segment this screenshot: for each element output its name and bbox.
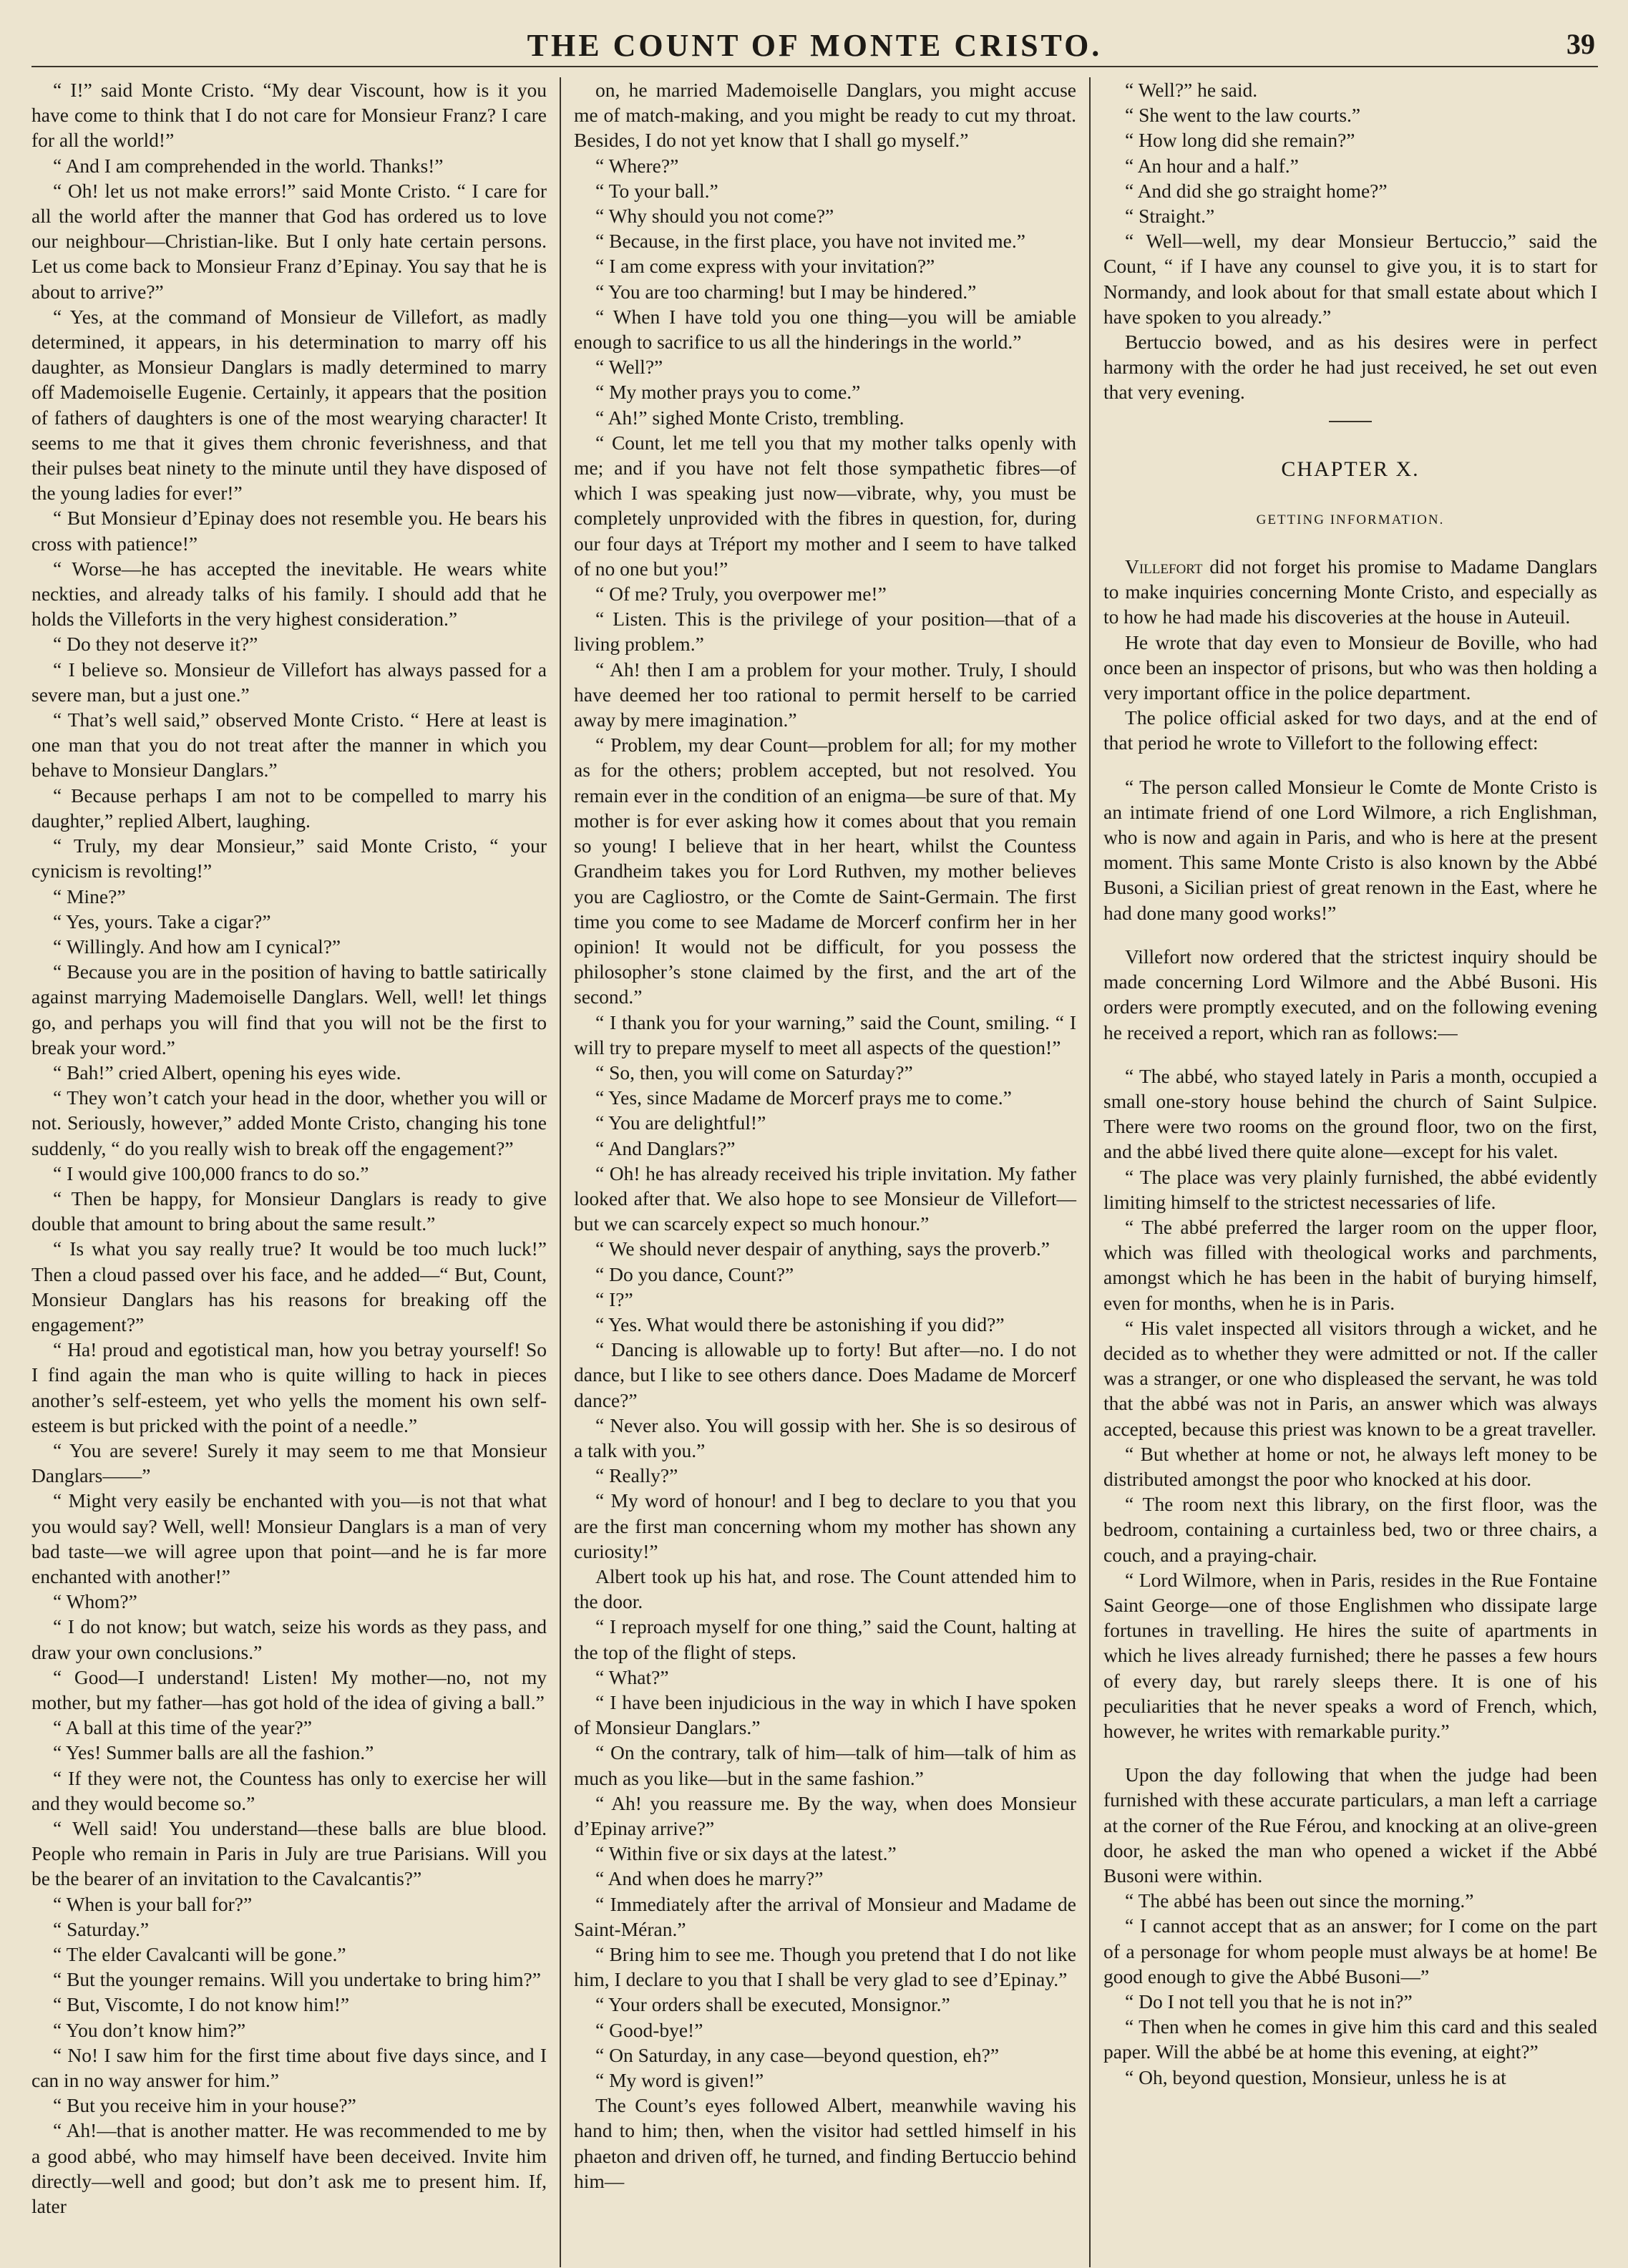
paragraph: “ Bah!” cried Albert, opening his eyes wide. <box>53 1061 401 1084</box>
paragraph: “ Well?” he said. <box>1125 79 1258 101</box>
paragraph: “ When is your ball for?” <box>53 1892 253 1915</box>
paragraph: “ They won’t catch your head in the door, whether you will or not. Seriously, however,” added Monte Cristo, changing his tone suddenly, “ do you really wish to break off the engagement?” <box>31 1086 547 1159</box>
paragraph: “ You are too charming! but I may be hindered.” <box>595 280 977 303</box>
paragraph: “ Yes, since Madame de Morcerf prays me to come.” <box>595 1086 1012 1109</box>
paragraph: “ Do they not deserve it?” <box>53 633 258 656</box>
paragraph: “ Never also. You will gossip with her. She is so desirous of a talk with you.” <box>574 1413 1076 1461</box>
paragraph: “ Within five or six days at the latest.” <box>595 1842 897 1865</box>
running-title: THE COUNT OF MONTE CRISTO. <box>527 28 1103 63</box>
paragraph: “ Listen. This is the privilege of your position—that of a living problem.” <box>574 608 1076 656</box>
paragraph: “ Because perhaps I am not to be compelled to marry his daughter,” replied Albert, laughing. <box>31 784 547 832</box>
paragraph: “ But Monsieur d’Epinay does not resemble you. He bears his cross with patience!” <box>31 507 547 555</box>
paragraph: “ Where?” <box>595 154 679 177</box>
opening-word: Villefort <box>1125 555 1203 578</box>
paragraph: “ Bring him to see me. Though you pretend that I do not like him, I declare to you that I shall be very glad to see d’Epinay.” <box>574 1943 1076 1991</box>
paragraph: “ My word of honour! and I beg to declare to you that you are the first man concerning whom my mother has shown any curiosity!” <box>574 1489 1076 1562</box>
paragraph: “ But the younger remains. Will you undertake to bring him?” <box>53 1968 541 1991</box>
paragraph: “ Yes, yours. Take a cigar?” <box>53 910 271 933</box>
paragraph: “ If they were not, the Countess has only to exercise her will and they would become so.” <box>31 1766 547 1814</box>
police-letter: “ The person called Monsieur le Comte de Monte Cristo is an intimate friend of one Lord Wilmore, a rich Englishman, who is now and again in Paris, and who is here at the present moment. This same Monte Cristo is also known by the Abbé Busoni, a Sicilian priest of great renown in the East, where he had done many good works!” <box>1103 775 1597 924</box>
paragraph: “ Oh, beyond question, Monsieur, unless he is at <box>1125 2065 1506 2088</box>
paragraph: “ So, then, you will come on Saturday?” <box>595 1061 913 1084</box>
paragraph: “ An hour and a half.” <box>1125 154 1299 177</box>
paragraph: “ I thank you for your warning,” said the Count, smiling. “ I will try to prepare myself to meet all aspects of the question!” <box>574 1011 1076 1058</box>
paragraph: “ Ha! proud and egotistical man, how you betray yourself! So I find again the man who is quite willing to hack in pieces another’s self-esteem, yet who yells the moment his own self-esteem is but pricked with the point of a needle.” <box>31 1338 547 1436</box>
paragraph: “ How long did she remain?” <box>1125 129 1355 152</box>
paragraph: “ She went to the law courts.” <box>1125 104 1361 127</box>
paragraph: “ Saturday.” <box>53 1917 150 1940</box>
text-columns <box>31 77 1598 2267</box>
paragraph: “ I cannot accept that as an answer; for I come on the part of a personage for whom people must always be at home! Be good enough to give the Abbé Busoni—” <box>1103 1914 1597 1987</box>
paragraph: “ When I have told you one thing—you will be amiable enough to sacrifice to us all the hinderings in the world.” <box>574 305 1076 354</box>
paragraph: “ Why should you not come?” <box>595 205 834 228</box>
report-paragraph: “ The abbé preferred the larger room on the upper floor, which was filled with theological works and parchments, amongst which he has been in the habit of burying himself, even for months, when he is in Paris. <box>1103 1215 1597 1314</box>
paragraph: “ Well?” <box>595 356 663 379</box>
paragraph: “ That’s well said,” observed Monte Cristo. “ Here at least is one man that you do not treat after the manner in which you behave to Monsieur Danglars.” <box>31 709 547 782</box>
paragraph: Bertuccio bowed, and as his desires were in perfect harmony with the order he had just received, he set out even that very evening. <box>1103 331 1597 404</box>
paragraph: “ Whom?” <box>53 1590 137 1613</box>
report-paragraph: “ The place was very plainly furnished, the abbé evidently limiting himself to the strictest necessaries of life. <box>1103 1165 1597 1213</box>
paragraph: “ Because, in the first place, you have not invited me.” <box>595 230 1025 253</box>
paragraph: “ Yes! Summer balls are all the fashion.” <box>53 1741 374 1764</box>
paragraph: “ Your orders shall be executed, Monsignor.” <box>595 1993 950 2016</box>
paragraph: “ I!” said Monte Cristo. “My dear Viscount, how is it you have come to think that I do not care for Monsieur Franz? I care for all the world!” <box>31 79 547 152</box>
paragraph: “ But, Viscomte, I do not know him!” <box>53 1993 350 2016</box>
page-number: 39 <box>1566 28 1595 60</box>
section-divider <box>1329 421 1372 422</box>
paragraph: “ Immediately after the arrival of Monsieur and Madame de Saint-Méran.” <box>574 1892 1076 1940</box>
paragraph: “ Worse—he has accepted the inevitable. He wears white neckties, and already talks of his family. I should add that he holds the Villeforts in the very highest consideration.” <box>31 557 547 631</box>
paragraph: “ Do you dance, Count?” <box>595 1262 794 1285</box>
paragraph: “ You don’t know him?” <box>53 2018 246 2041</box>
paragraph: “ Good-bye!” <box>595 2018 703 2041</box>
column-middle <box>560 77 1089 2267</box>
paragraph: “ A ball at this time of the year?” <box>53 1716 312 1739</box>
chapter-opening-paragraph: Villefort did not forget his promise to Madame Danglars to make inquiries concerning Monte Cristo, and especially as to how he had made his discoveries at the house in Auteuil. <box>1103 555 1597 628</box>
paragraph: “ Ah! then I am a problem for your mother. Truly, I should have deemed her too rational to permit herself to be carried away by mere imagination.” <box>574 658 1076 731</box>
report-paragraph: “ The room next this library, on the first floor, was the bedroom, containing a curtainless bed, two or three chairs, a couch, and a praying-chair. <box>1103 1493 1597 1566</box>
paragraph: “ The abbé has been out since the morning.” <box>1125 1889 1474 1912</box>
paragraph: “ Yes. What would there be astonishing if you did?” <box>595 1313 1005 1335</box>
report-paragraph: “ The abbé, who stayed lately in Paris a month, occupied a small one-story house behind the church of Saint Sulpice. There were two rooms on the ground floor, two on the first, and the abbé lived there quite alone—except for his valet. <box>1103 1064 1597 1163</box>
paragraph: “ Yes, at the command of Monsieur de Villefort, as madly determined, it appears, in his determination to marry off his daughter, as Monsieur Danglars is madly determined to marry off Mademoiselle Eugenie. Certainly, it appears that the position of fathers of daughters is one of the most wearying character! It seems to me that it gives them chronic feverishness, and that their pulses beat ninety to the minute until they have disposed of the young ladies for ever!” <box>31 305 547 505</box>
paragraph: “ No! I saw him for the first time about five days since, and I can in no way answer for him.” <box>31 2043 547 2092</box>
paragraph: “ To your ball.” <box>595 179 718 202</box>
paragraph: “ On the contrary, talk of him—talk of him—talk of him as much as you like—but in the same fashion.” <box>574 1741 1076 1789</box>
paragraph: “ But you receive him in your house?” <box>53 2094 356 2117</box>
paragraph: “ Ah! you reassure me. By the way, when does Monsieur d’Epinay arrive?” <box>574 1791 1076 1840</box>
paragraph: “ Really?” <box>595 1464 678 1487</box>
paragraph: “ Straight.” <box>1125 205 1215 228</box>
column-right <box>1089 77 1597 2267</box>
paragraph: “ And I am comprehended in the world. Thanks!” <box>53 154 444 177</box>
paragraph: The Count’s eyes followed Albert, meanwhile waving his hand to him; then, when the visitor had settled himself in his phaeton and driven off, he turned, and finding Bertuccio behind him— <box>574 2094 1076 2192</box>
paragraph: “ On Saturday, in any case—beyond question, eh?” <box>595 2043 1000 2066</box>
paragraph: “ And did she go straight home?” <box>1125 179 1388 202</box>
paragraph: “ Willingly. And how am I cynical?” <box>53 935 341 958</box>
paragraph: “ Might very easily be enchanted with you—is not that what you would say? Well, well! Monsieur Danglars is a man of very bad taste—we will agree upon that point—and he is far more enchanted with another!” <box>31 1489 547 1587</box>
paragraph: “ I have been injudicious in the way in which I have spoken of Monsieur Danglars.” <box>574 1691 1076 1739</box>
paragraph: “ Problem, my dear Count—problem for all; for my mother as for the others; problem accepted, but not resolved. You remain ever in the condition of an enigma—be sure of that. My mother is for ever asking how it comes about that you remain so young! I believe that in her heart, whilst the Countess Grandheim takes you for Lord Ruthven, my mother believes you are Cagliostro, or the Comte de Saint-Germain. The first time you come to see Madame de Morcerf confirm her in her opinion! It would not be difficult, for you possess the philosopher’s stone claimed by the first, and the art of the second.” <box>574 734 1076 1008</box>
paragraph: “ Oh! let us not make errors!” said Monte Cristo. “ I care for all the world after the manner that God has ordered us to love our neighbour—Christian-like. But I only hate certain persons. Let us come back to Monsieur Franz d’Epinay. You say that he is about to arrive?” <box>31 179 547 303</box>
paragraph: “ Good—I understand! Listen! My mother—no, not my mother, but my father—has got hold of the idea of giving a ball.” <box>31 1665 547 1713</box>
paragraph: “ Well—well, my dear Monsieur Bertuccio,” said the Count, “ if I have any counsel to give you, it is to start for Normandy, and look about for that small estate about which I have spoken to you already.” <box>1103 230 1597 328</box>
paragraph: “ Then when he comes in give him this card and this sealed paper. Will the abbé be at home this evening, at eight?” <box>1103 2015 1597 2063</box>
paragraph: “ You are severe! Surely it may seem to me that Monsieur Danglars——” <box>31 1439 547 1487</box>
paragraph: on, he married Mademoiselle Danglars, you might accuse me of match-making, and you might be ready to cut my throat. Besides, I do not yet know that I shall go myself.” <box>574 79 1076 152</box>
paragraph: “ My word is given!” <box>595 2069 764 2092</box>
paragraph: “ Because you are in the position of having to battle satirically against marrying Mademoiselle Danglars. Well, well! let things go, and perhaps you will find that you will not be the first to break your word.” <box>31 960 547 1058</box>
paragraph: “ Of me? Truly, you overpower me!” <box>595 583 887 605</box>
paragraph: “ My mother prays you to come.” <box>595 381 861 404</box>
paragraph: “ Is what you say really true? It would be too much luck!” Then a cloud passed over his face, and he added—“ But, Count, Monsieur Danglars has his reasons for breaking off the engagement?” <box>31 1237 547 1335</box>
paragraph: He wrote that day even to Monsieur de Boville, who had once been an inspector of prisons, but who was then holding a very important office in the police department. <box>1103 631 1597 704</box>
paragraph: “ I?” <box>595 1288 633 1310</box>
paragraph: “ Do I not tell you that he is not in?” <box>1125 1990 1413 2013</box>
report-paragraph: “ But whether at home or not, he always left money to be distributed amongst the poor who knocked at his door. <box>1103 1442 1597 1490</box>
paragraph: “ Oh! he has already received his triple invitation. My father looked after that. We also hope to see Monsieur de Villefort—but we can scarcely expect so much honour.” <box>574 1162 1076 1235</box>
column-left <box>31 77 560 2267</box>
paragraph: Albert took up his hat, and rose. The Count attended him to the door. <box>574 1564 1076 1613</box>
paragraph: The police official asked for two days, and at the end of that period he wrote to Villefort to the following effect: <box>1103 706 1597 754</box>
paragraph: “ I am come express with your invitation?” <box>595 255 935 278</box>
paragraph: “ Well said! You understand—these balls are blue blood. People who remain in Paris in July are true Parisians. Will you be the bearer of an invitation to the Cavalcantis?” <box>31 1817 547 1890</box>
paragraph: “ Ah!—that is another matter. He was recommended to me by a good abbé, who may himself have been deceived. Invite him directly—well and good; but don’t ask me to present him. If, later <box>31 2119 547 2218</box>
paragraph: “ I believe so. Monsieur de Villefort has always passed for a severe man, but a just one.” <box>31 658 547 706</box>
paragraph: “ The elder Cavalcanti will be gone.” <box>53 1943 346 1966</box>
report-paragraph: “ His valet inspected all visitors through a wicket, and he decided as to whether they were admitted or not. If the caller was a stranger, or one who displeased the servant, he was told that the abbé was not in Paris, an answer which was always accepted, because this priest was known to be a great traveller. <box>1103 1316 1597 1440</box>
chapter-heading: CHAPTER X. <box>1281 457 1420 481</box>
page-header <box>31 24 1598 67</box>
paragraph: Upon the day following that when the judge had been furnished with these accurate particulars, a man left a carriage at the corner of the Rue Férou, and knocking at an olive-green door, he asked the man who opened a wicket if the Abbé Busoni were within. <box>1103 1763 1597 1887</box>
chapter-subtitle: GETTING INFORMATION. <box>1256 512 1445 527</box>
paragraph: “ Ah!” sighed Monte Cristo, trembling. <box>595 406 905 429</box>
paragraph: Villefort now ordered that the strictest inquiry should be made concerning Lord Wilmore and the Abbé Busoni. His orders were promptly executed, and on the following evening he received a report, which ran as follows:— <box>1103 945 1597 1043</box>
paragraph: “ We should never despair of anything, says the proverb.” <box>595 1237 1050 1260</box>
paragraph: “ You are delightful!” <box>595 1111 766 1134</box>
paragraph: “ Count, let me tell you that my mother talks openly with me; and if you have not felt those sympathetic fibres—of which I was speaking just now—vibrate, why, you must be completely unprovided with the fibres in question, for, during our four days at Tréport my mother and I seem to have talked of no one but you!” <box>574 431 1076 580</box>
paragraph: “ And Danglars?” <box>595 1137 736 1159</box>
paragraph: “ Truly, my dear Monsieur,” said Monte Cristo, “ your cynicism is revolting!” <box>31 834 547 882</box>
paragraph: “ I reproach myself for one thing,” said the Count, halting at the top of the flight of steps. <box>574 1615 1076 1663</box>
report-paragraph: “ Lord Wilmore, when in Paris, resides in the Rue Fontaine Saint George—one of those Englishmen who dissipate large fortunes in travelling. He hires the suite of apartments in which he lives already furnished; there he passes a few hours of every day, but rarely sleeps there. It is one of his peculiarities that he never speaks a word of French, which, however, he writes with remarkable purity.” <box>1103 1568 1597 1742</box>
paragraph: “ I do not know; but watch, seize his words as they pass, and draw your own conclusions.” <box>31 1615 547 1663</box>
paragraph: “ And when does he marry?” <box>595 1867 824 1890</box>
paragraph: “ Then be happy, for Monsieur Danglars is ready to give double that amount to bring about the same result.” <box>31 1187 547 1235</box>
paragraph: “ Mine?” <box>53 885 126 907</box>
paragraph: “ What?” <box>595 1665 669 1688</box>
paragraph: “ Dancing is allowable up to forty! But after—no. I do not dance, but I like to see others dance. Does Madame de Morcerf dance?” <box>574 1338 1076 1411</box>
paragraph: “ I would give 100,000 francs to do so.” <box>53 1162 369 1184</box>
